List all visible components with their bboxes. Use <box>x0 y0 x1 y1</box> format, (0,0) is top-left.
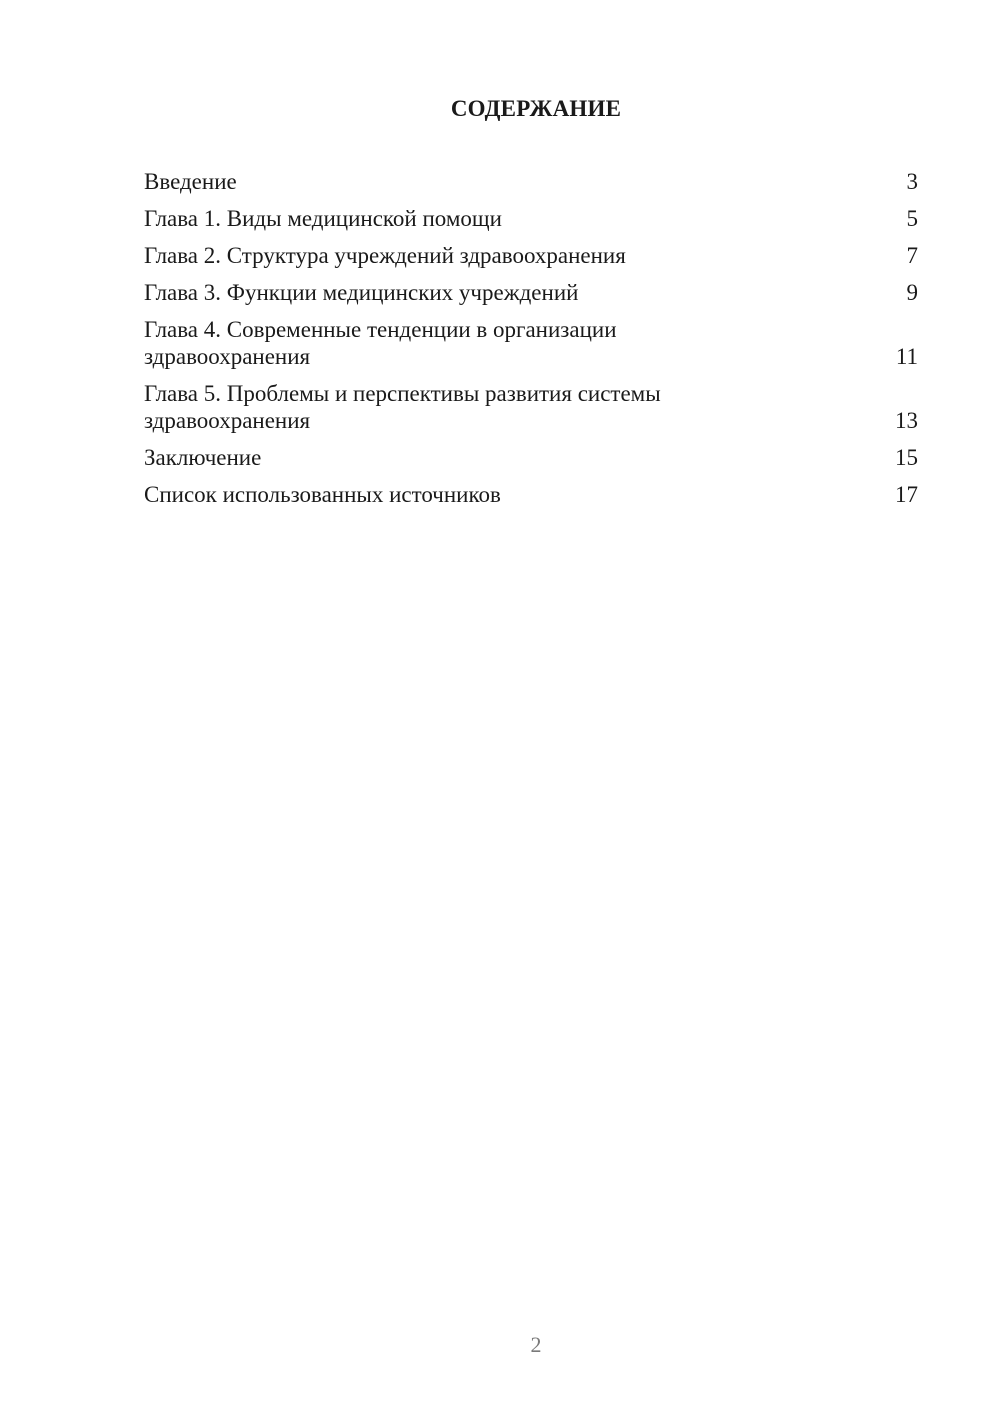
toc-entry-label: Глава 2. Структура учреждений здравоохранения <box>144 243 626 268</box>
toc-entry-page: 15 <box>895 445 918 470</box>
toc-entry-page: 17 <box>895 482 918 507</box>
toc-entry-page: 3 <box>906 169 918 194</box>
toc-entry-label: Введение <box>144 169 237 194</box>
table-of-contents <box>144 168 918 518</box>
toc-entry-conclusion <box>144 444 918 471</box>
toc-entry-label: Глава 1. Виды медицинской помощи <box>144 206 502 231</box>
toc-entry-chapter-3 <box>144 279 918 306</box>
toc-entry-chapter-5 <box>144 380 918 434</box>
toc-entry-chapter-4 <box>144 316 918 370</box>
toc-entry-introduction <box>144 168 918 195</box>
toc-entry-page: 9 <box>906 280 918 305</box>
toc-entry-references <box>144 481 918 508</box>
toc-entry-label: Список использованных источников <box>144 482 501 507</box>
toc-entry-label: Глава 5. Проблемы и перспективы развития системы здравоохранения <box>144 381 661 433</box>
toc-entry-label: Глава 4. Современные тенденции в организации здравоохранения <box>144 317 617 369</box>
toc-entry-chapter-2 <box>144 242 918 269</box>
toc-entry-label: Глава 3. Функции медицинских учреждений <box>144 280 579 305</box>
toc-entry-page: 11 <box>895 344 918 369</box>
toc-entry-page: 7 <box>906 243 918 268</box>
toc-entry-page: 13 <box>895 408 918 433</box>
toc-entry-label: Заключение <box>144 445 262 470</box>
toc-entry-page: 5 <box>906 206 918 231</box>
page-title: СОДЕРЖАНИЕ <box>450 96 622 121</box>
toc-entry-chapter-1 <box>144 205 918 232</box>
page-number: 2 <box>530 1332 542 1357</box>
